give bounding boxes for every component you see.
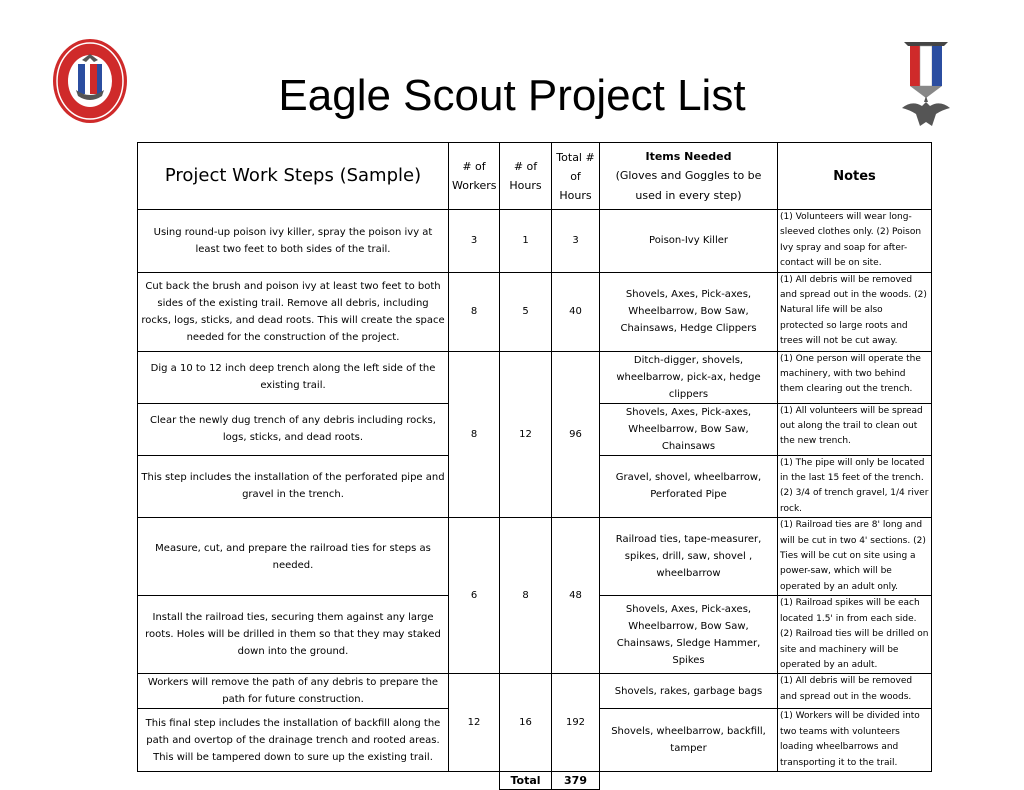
header-total-line3: Hours bbox=[559, 188, 592, 202]
step-cell: Workers will remove the path of any debris to prepare the path for future construction. bbox=[138, 674, 449, 709]
project-table bbox=[137, 142, 932, 790]
items-cell: Poison-Ivy Killer bbox=[600, 210, 778, 273]
total-hours-cell: 192 bbox=[552, 674, 600, 772]
total-spacer bbox=[778, 771, 932, 789]
header-hours-line2: Hours bbox=[509, 179, 542, 192]
step-cell: Clear the newly dug trench of any debris including rocks, logs, sticks, and dead roots. bbox=[138, 403, 449, 455]
header-total-hours bbox=[552, 143, 600, 210]
table-row bbox=[138, 272, 932, 351]
items-cell: Ditch-digger, shovels, wheelbarrow, pick-ax, hedge clippers bbox=[600, 351, 778, 403]
table-row bbox=[138, 674, 932, 709]
items-cell: Shovels, rakes, garbage bags bbox=[600, 674, 778, 709]
header-total-line1: Total # bbox=[556, 150, 595, 164]
items-cell: Gravel, shovel, wheelbarrow, Perforated Pipe bbox=[600, 455, 778, 518]
step-cell: Install the railroad ties, securing them against any large roots. Holes will be drilled in them so that they may staked down into the ground. bbox=[138, 596, 449, 674]
hours-cell: 12 bbox=[500, 351, 552, 518]
step-cell: Using round-up poison ivy killer, spray the poison ivy at least two feet to both sides of the trail. bbox=[138, 210, 449, 273]
header-step: Project Work Steps (Sample) bbox=[138, 143, 449, 210]
eagle-medal-icon bbox=[898, 36, 954, 132]
total-value: 379 bbox=[552, 771, 600, 789]
items-cell: Shovels, Axes, Pick-axes, Wheelbarrow, Bow Saw, Chainsaws, Sledge Hammer, Spikes bbox=[600, 596, 778, 674]
items-cell: Shovels, Axes, Pick-axes, Wheelbarrow, Bow Saw, Chainsaws bbox=[600, 403, 778, 455]
hours-cell: 16 bbox=[500, 674, 552, 772]
notes-cell: (1) All debris will be removed and spread out in the woods. (2) Natural life will be also protected so large roots and trees will not be cut away. bbox=[778, 272, 932, 351]
page-title: Eagle Scout Project List bbox=[278, 71, 746, 120]
header-total-line2: of bbox=[570, 169, 581, 183]
workers-cell: 6 bbox=[449, 518, 500, 674]
step-cell: Measure, cut, and prepare the railroad ties for steps as needed. bbox=[138, 518, 449, 596]
notes-cell: (1) All volunteers will be spread out along the trail to clean out the new trench. bbox=[778, 403, 932, 455]
header-items bbox=[600, 143, 778, 210]
step-cell: Dig a 10 to 12 inch deep trench along the left side of the existing trail. bbox=[138, 351, 449, 403]
notes-cell: (1) Railroad ties are 8' long and will be cut in two 4' sections. (2) Ties will be cut on site using a power-saw, which will be operated by an adult only. bbox=[778, 518, 932, 596]
total-hours-cell: 40 bbox=[552, 272, 600, 351]
notes-cell: (1) Workers will be divided into two teams with volunteers loading wheelbarrows and transporting it to the trail. bbox=[778, 709, 932, 772]
header-items-title: Items Needed bbox=[645, 149, 732, 163]
hours-cell: 1 bbox=[500, 210, 552, 273]
header-hours bbox=[500, 143, 552, 210]
total-spacer bbox=[449, 771, 500, 789]
notes-cell: (1) One person will operate the machinery, with two behind them clearing out the trench. bbox=[778, 351, 932, 403]
hours-cell: 5 bbox=[500, 272, 552, 351]
total-spacer bbox=[600, 771, 778, 789]
items-cell: Shovels, wheelbarrow, backfill, tamper bbox=[600, 709, 778, 772]
header-items-line3: used in every step) bbox=[635, 188, 742, 202]
total-hours-cell: 96 bbox=[552, 351, 600, 518]
total-label: Total bbox=[500, 771, 552, 789]
notes-cell: (1) The pipe will only be located in the last 15 feet of the trench. (2) 3/4 of trench gravel, 1/4 river rock. bbox=[778, 455, 932, 518]
items-cell: Shovels, Axes, Pick-axes, Wheelbarrow, Bow Saw, Chainsaws, Hedge Clippers bbox=[600, 272, 778, 351]
workers-cell: 8 bbox=[449, 272, 500, 351]
table-header-row bbox=[138, 143, 932, 210]
total-hours-cell: 3 bbox=[552, 210, 600, 273]
workers-cell: 12 bbox=[449, 674, 500, 772]
workers-cell: 8 bbox=[449, 351, 500, 518]
step-cell: Cut back the brush and poison ivy at least two feet to both sides of the existing trail. Remove all debris, including rocks, logs, sticks, and dead roots. This will create the space needed for the construction of the project. bbox=[138, 272, 449, 351]
notes-cell: (1) Volunteers will wear long-sleeved clothes only. (2) Poison Ivy spray and soap for after-contact will be on site. bbox=[778, 210, 932, 273]
header-items-line2: (Gloves and Goggles to be bbox=[615, 169, 762, 183]
header-workers bbox=[449, 143, 500, 210]
items-cell: Railroad ties, tape-measurer, spikes, drill, saw, shovel , wheelbarrow bbox=[600, 518, 778, 596]
notes-cell: (1) Railroad spikes will be each located 1.5' in from each side. (2) Railroad ties will be drilled on site and machinery will be operated by an adult. bbox=[778, 596, 932, 674]
header-hours-line1: # of bbox=[513, 160, 538, 173]
step-cell: This final step includes the installation of backfill along the path and overtop of the drainage trench and rooted areas. This will be tampered down to sure up the existing trail. bbox=[138, 709, 449, 772]
total-row bbox=[138, 771, 932, 789]
hours-cell: 8 bbox=[500, 518, 552, 674]
total-hours-cell: 48 bbox=[552, 518, 600, 674]
step-cell: This step includes the installation of the perforated pipe and gravel in the trench. bbox=[138, 455, 449, 518]
header-workers-line1: # of bbox=[462, 160, 486, 173]
table-row bbox=[138, 210, 932, 273]
notes-cell: (1) All debris will be removed and spread out in the woods. bbox=[778, 674, 932, 709]
table-row bbox=[138, 351, 932, 403]
header-notes: Notes bbox=[778, 143, 932, 210]
total-spacer bbox=[138, 771, 449, 789]
table-row bbox=[138, 518, 932, 596]
workers-cell: 3 bbox=[449, 210, 500, 273]
header-workers-line2: Workers bbox=[452, 179, 497, 192]
